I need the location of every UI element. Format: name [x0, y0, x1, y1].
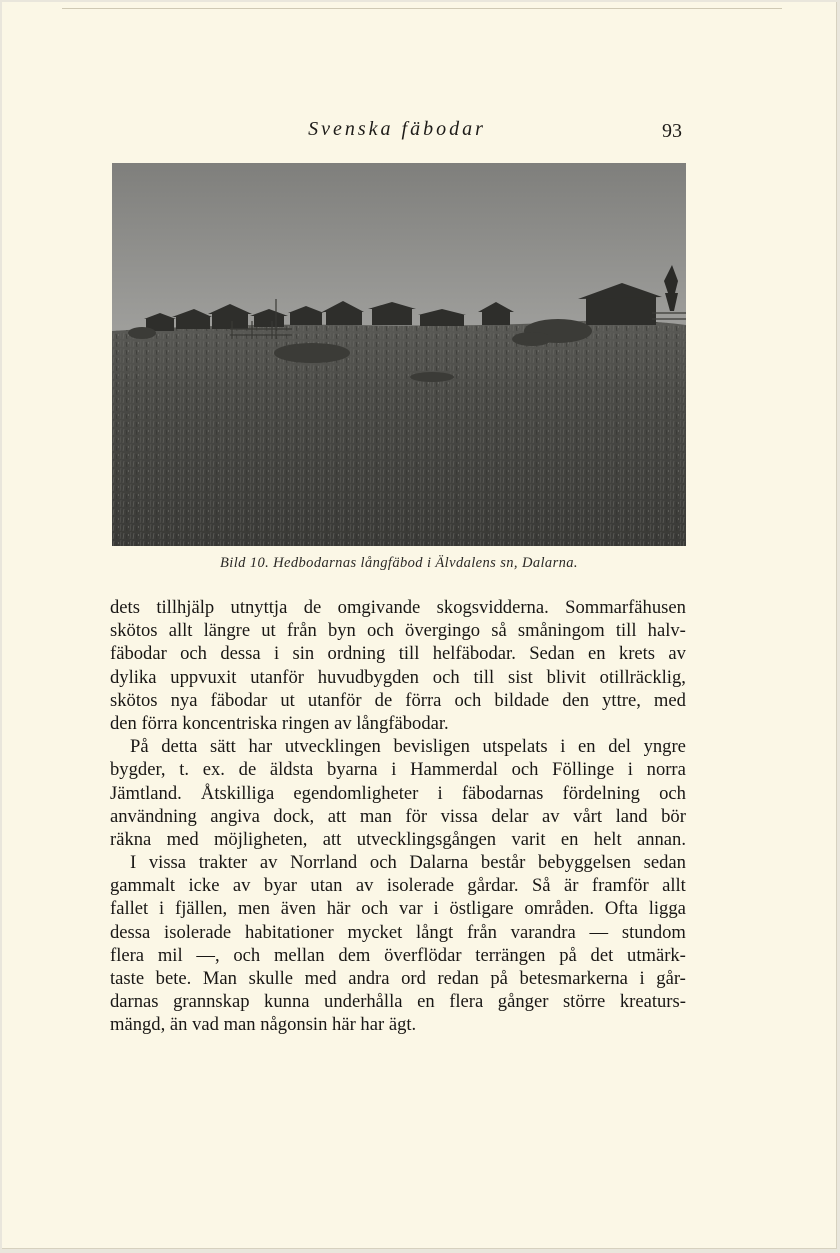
body-word: i — [437, 782, 443, 804]
body-word: de — [238, 759, 257, 781]
body-word: helt — [593, 828, 622, 850]
body-word: omgivande — [337, 597, 421, 618]
body-line — [110, 851, 686, 874]
body-word: dylika — [110, 666, 157, 688]
body-word: av — [668, 643, 686, 665]
body-word: andra — [348, 968, 390, 989]
body-word: på — [490, 968, 508, 989]
body-word: norra — [646, 759, 686, 781]
body-word: Hammerdal — [410, 759, 498, 781]
body-word: sin — [292, 643, 315, 665]
body-word: bete. — [155, 968, 192, 989]
body-word: gårdar. — [467, 875, 519, 897]
body-word: och — [511, 759, 539, 781]
body-word: så — [491, 620, 507, 642]
body-word: icke — [188, 875, 220, 897]
body-word: fäbodar — [110, 643, 167, 665]
body-word: Sedan — [529, 643, 575, 665]
body-word: den förra koncentriska ringen av långfäbodar. — [110, 712, 449, 734]
body-word: utanför — [250, 666, 304, 688]
body-word: i — [433, 898, 439, 920]
body-word: och — [367, 620, 394, 642]
body-word: nya — [170, 689, 198, 711]
body-word: Föllinge — [552, 759, 615, 781]
body-word: mycket — [347, 921, 403, 943]
body-word: bebyggelsen — [537, 852, 631, 874]
body-word: skogsvidderna. — [436, 597, 549, 618]
body-word: bevisligen — [393, 736, 470, 758]
body-word: blivit — [546, 666, 586, 688]
body-word: utmärk- — [627, 944, 686, 966]
photo-illustration — [112, 163, 686, 546]
body-word: utan — [310, 875, 343, 897]
body-word: kunna — [264, 991, 310, 1013]
body-line — [110, 921, 686, 944]
body-word: helfäbodar. — [432, 643, 516, 665]
body-word: ut — [261, 620, 276, 642]
body-word: de — [303, 597, 322, 618]
body-line — [110, 1013, 686, 1036]
body-word: isolerade — [164, 921, 232, 943]
body-word: flera — [449, 991, 484, 1013]
body-word: de — [374, 689, 393, 711]
body-word: redan — [437, 968, 479, 989]
body-word: ut — [280, 689, 295, 711]
body-word: delar — [491, 805, 529, 827]
body-word: fäbodar — [210, 689, 268, 711]
body-word: och — [180, 643, 207, 665]
body-word: Ofta — [604, 898, 638, 920]
body-word: mängd, än vad man någonsin här har ägt. — [110, 1014, 417, 1036]
body-word: angiva — [210, 805, 260, 827]
body-line — [110, 990, 686, 1013]
body-line — [110, 897, 686, 920]
body-line — [110, 619, 686, 642]
body-word: allt — [168, 620, 193, 642]
body-word: grannskap — [173, 991, 250, 1013]
body-word: äldsta — [269, 759, 314, 781]
body-word: fallet — [110, 898, 149, 920]
body-word: den — [562, 689, 590, 711]
body-word: möjligheten, — [213, 828, 308, 850]
body-word: med — [304, 968, 337, 989]
body-word: varandra — [510, 921, 576, 943]
body-word: isolerade — [386, 875, 454, 897]
body-word: byarna — [326, 759, 378, 781]
body-word: av — [542, 805, 560, 827]
body-word: även — [280, 898, 316, 920]
book-page — [2, 2, 837, 1249]
body-word: utanför — [307, 689, 362, 711]
body-word: och — [361, 898, 389, 920]
body-line — [110, 944, 686, 967]
body-word: halv- — [647, 620, 686, 642]
body-word: gånger — [497, 991, 549, 1013]
page-top-edge — [62, 8, 782, 9]
page-number: 93 — [662, 120, 682, 142]
body-word: Norrland — [290, 852, 358, 874]
body-word: och — [454, 689, 482, 711]
body-word: bygder, — [110, 759, 166, 781]
body-word: mil — [157, 944, 183, 966]
body-word: yngre — [643, 736, 686, 758]
body-word: till — [398, 643, 420, 665]
body-word: övergingo — [405, 620, 481, 642]
body-word: allt — [662, 875, 686, 897]
body-word: från — [466, 921, 497, 943]
body-word: dessa — [220, 643, 261, 665]
body-word: terrängen — [475, 944, 546, 966]
body-word: längre — [203, 620, 251, 642]
body-word: bör — [661, 805, 686, 827]
body-word: förra — [405, 689, 442, 711]
body-line — [110, 782, 686, 805]
body-line — [110, 712, 686, 735]
body-text — [110, 596, 686, 1037]
body-word: har — [248, 736, 273, 758]
running-title: Svenska fäbodar — [308, 118, 486, 140]
body-word: av — [355, 875, 374, 897]
body-word: och — [369, 852, 397, 874]
body-line — [110, 689, 686, 712]
body-word: i — [627, 759, 633, 781]
body-word: darnas — [110, 991, 159, 1013]
body-word: skötos — [110, 689, 158, 711]
body-word: habitationer — [244, 921, 334, 943]
body-word: utnyttja — [230, 597, 288, 618]
body-word: i — [391, 759, 397, 781]
body-word: framför — [591, 875, 649, 897]
body-word: tillhjälp — [156, 597, 215, 618]
body-word: uppvuxit — [170, 666, 237, 688]
body-word: stundom — [621, 921, 686, 943]
body-word: det — [590, 944, 614, 966]
body-word: otillräcklig, — [599, 666, 686, 688]
body-word: i — [159, 898, 165, 920]
body-word: är — [563, 875, 579, 897]
body-line — [110, 666, 686, 689]
body-word: flera — [110, 944, 145, 966]
body-word: byar — [263, 875, 297, 897]
body-word: krets — [618, 643, 656, 665]
body-word: här — [326, 898, 351, 920]
body-word: en — [578, 736, 596, 758]
body-line — [110, 967, 686, 990]
body-word: till — [615, 620, 637, 642]
body-word: överflödar — [384, 944, 462, 966]
body-word: utvecklingsgången — [356, 828, 497, 850]
figure-photograph — [112, 163, 686, 546]
body-word: och — [432, 666, 460, 688]
body-line — [110, 596, 686, 619]
body-word: består — [480, 852, 526, 874]
body-word: en — [560, 828, 579, 850]
body-word: På — [130, 736, 149, 758]
body-word: betesmarkerna — [519, 968, 628, 989]
body-word: av — [232, 875, 251, 897]
body-word: en — [587, 643, 606, 665]
body-word: detta — [161, 736, 198, 758]
body-word: land — [615, 805, 648, 827]
body-word: Så — [531, 875, 551, 897]
body-word: Jämtland. — [110, 782, 182, 804]
body-word: för — [405, 805, 428, 827]
body-word: ligga — [648, 898, 686, 920]
body-word: mellan — [273, 944, 325, 966]
body-word: egendomligheter — [293, 782, 419, 804]
body-word: t. — [179, 759, 190, 781]
body-line — [110, 805, 686, 828]
body-word: dem — [338, 944, 371, 966]
body-word: att — [327, 805, 347, 827]
body-word: dessa — [110, 921, 151, 943]
body-word: taste — [110, 968, 145, 989]
body-word: i — [273, 643, 280, 665]
body-word: utspelats — [482, 736, 548, 758]
body-word: sist — [507, 666, 533, 688]
body-word: till — [473, 666, 495, 688]
body-word: skulle — [248, 968, 293, 989]
body-word: fördelning — [562, 782, 640, 804]
body-word: utvecklingen — [284, 736, 381, 758]
body-line — [110, 874, 686, 897]
body-word: bildade — [494, 689, 550, 711]
figure-caption: Bild 10. Hedbodarnas långfäbod i Älvdalens sn, Dalarna. — [220, 555, 578, 571]
body-word: Åtskilliga — [200, 782, 275, 804]
body-line — [110, 735, 686, 758]
body-word: med — [166, 828, 199, 850]
body-line — [110, 758, 686, 781]
body-word: en — [417, 991, 435, 1013]
body-word: varit — [511, 828, 546, 850]
body-word: på — [559, 944, 577, 966]
body-word: småningom — [517, 620, 605, 642]
body-word: ordning — [327, 643, 386, 665]
body-word: vissa — [440, 805, 478, 827]
body-word: gammalt — [110, 875, 176, 897]
body-word: yttre, — [602, 689, 641, 711]
body-word: vissa — [148, 852, 187, 874]
body-word: huvudbygden — [317, 666, 419, 688]
body-line — [110, 642, 686, 665]
body-word: trakter — [198, 852, 248, 874]
body-word: byn — [327, 620, 356, 642]
body-word: Sommarfähusen — [565, 597, 686, 618]
body-word: och — [659, 782, 686, 804]
body-word: — — [589, 921, 609, 943]
body-word: sedan — [643, 852, 686, 874]
body-word: större — [562, 991, 606, 1013]
body-word: sätt — [209, 736, 236, 758]
body-word: skötos — [110, 620, 158, 642]
body-word: östligare — [449, 898, 514, 920]
body-word: av — [259, 852, 278, 874]
body-word: dets — [110, 597, 140, 618]
body-word: från — [286, 620, 317, 642]
body-word: —, — [196, 944, 220, 966]
body-word: fjällen, — [175, 898, 228, 920]
body-word: dock, — [273, 805, 315, 827]
body-word: långt — [416, 921, 454, 943]
body-word: med — [653, 689, 686, 711]
body-word: ord — [401, 968, 426, 989]
body-word: vårt — [573, 805, 603, 827]
body-word: att — [322, 828, 342, 850]
body-word: annan. — [636, 828, 686, 850]
body-word: i — [639, 968, 645, 989]
body-word: del — [608, 736, 631, 758]
body-word: går- — [656, 968, 686, 989]
grass-texture — [112, 321, 686, 547]
body-word: räkna — [110, 828, 152, 850]
body-word: fäbodarnas — [461, 782, 544, 804]
body-word: underhålla — [324, 991, 403, 1013]
body-word: kreaturs- — [619, 991, 686, 1013]
body-word: Man — [202, 968, 237, 989]
body-word: områden. — [524, 898, 595, 920]
body-word: I — [130, 852, 137, 874]
body-word: användning — [110, 805, 197, 827]
body-word: var — [398, 898, 423, 920]
body-line — [110, 828, 686, 851]
body-word: och — [233, 944, 261, 966]
body-word: Dalarna — [409, 852, 469, 874]
body-word: man — [359, 805, 392, 827]
body-word: men — [237, 898, 270, 920]
body-word: i — [560, 736, 566, 758]
body-word: ex. — [202, 759, 225, 781]
